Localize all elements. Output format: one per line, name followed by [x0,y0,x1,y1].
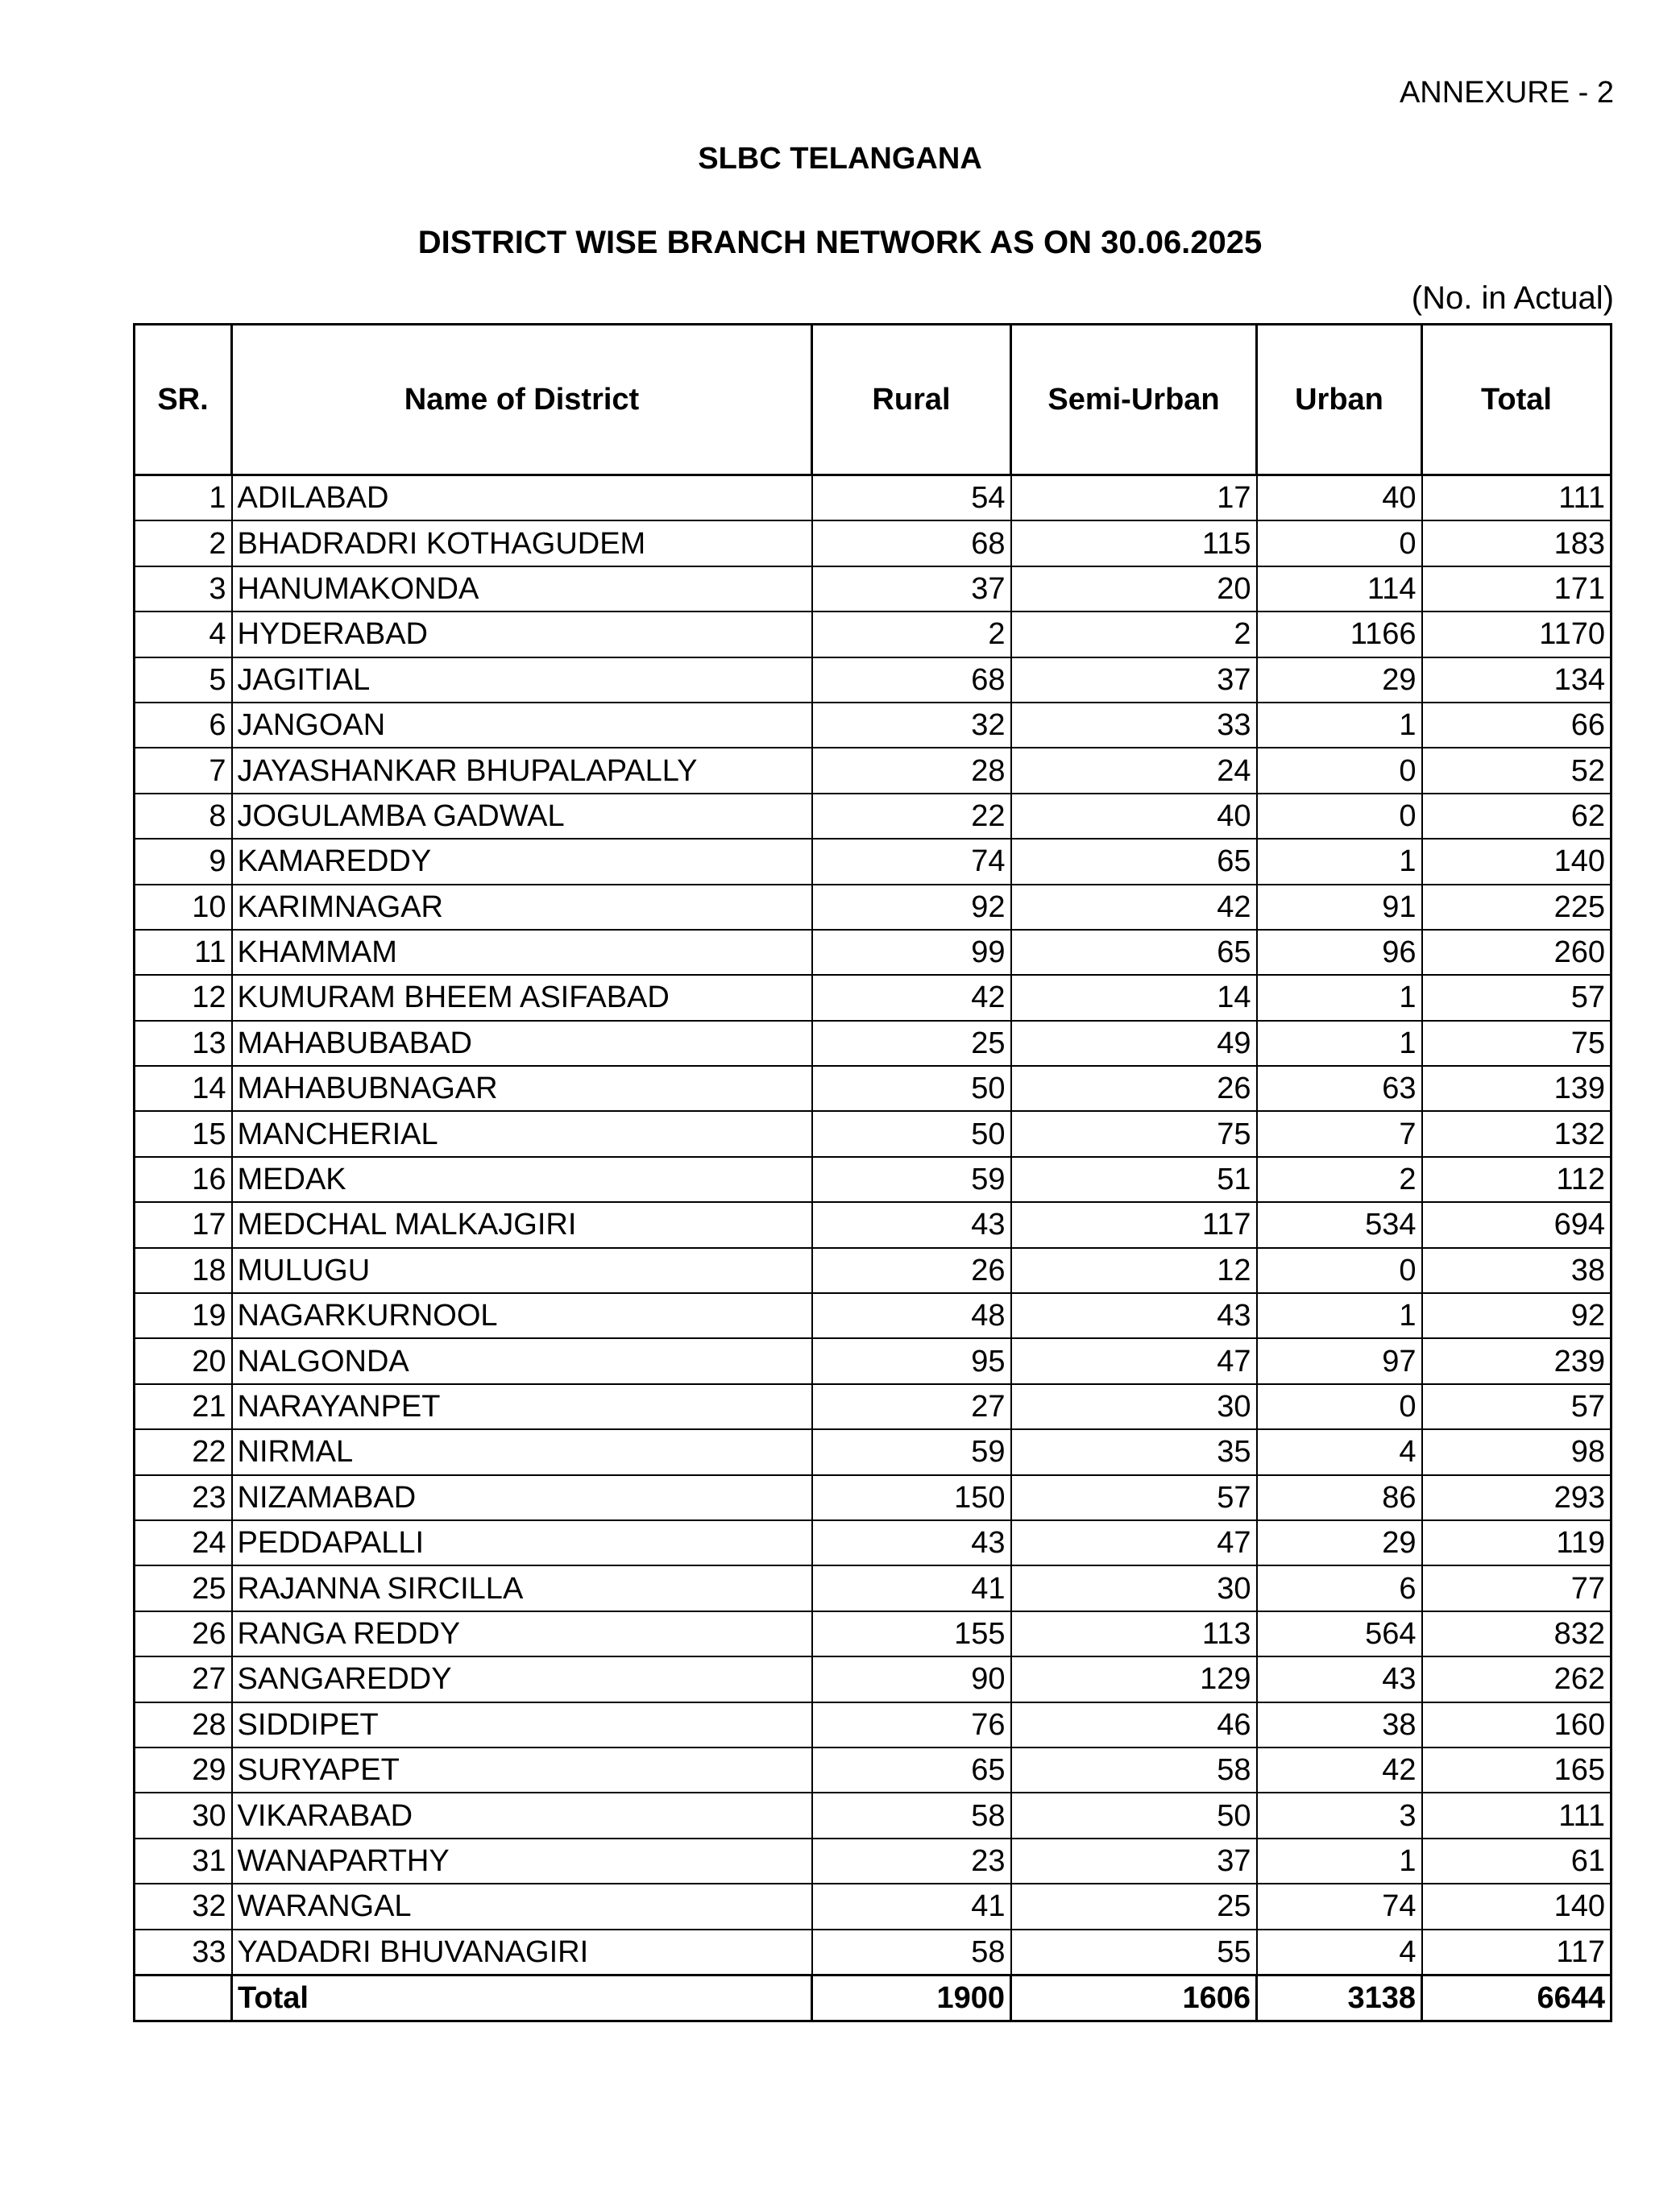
urban-cell: 1 [1257,1293,1422,1338]
urban-cell: 0 [1257,1248,1422,1293]
branch-network-table [133,323,1612,2022]
table-row [135,1611,1612,1656]
sr-cell: 16 [135,1157,232,1202]
urban-cell: 0 [1257,748,1422,793]
total-cell: 140 [1422,1884,1612,1929]
total-cell: 832 [1422,1611,1612,1656]
total-cell: 92 [1422,1293,1612,1338]
table-row [135,1384,1612,1429]
semi-urban-cell: 129 [1011,1656,1257,1702]
total-cell: 57 [1422,1384,1612,1429]
total-cell: 260 [1422,930,1612,975]
total-cell: 111 [1422,475,1612,521]
rural-cell: 43 [812,1520,1011,1565]
urban-cell: 4 [1257,1930,1422,1975]
district-name-cell: NIZAMABAD [232,1475,812,1520]
sr-cell: 12 [135,975,232,1020]
total-cell: 112 [1422,1157,1612,1202]
table-row [135,1248,1612,1293]
table-row [135,703,1612,748]
district-name-cell: SIDDIPET [232,1702,812,1747]
urban-cell: 564 [1257,1611,1422,1656]
total-cell: 262 [1422,1656,1612,1702]
semi-urban-cell: 75 [1011,1111,1257,1156]
rural-cell: 48 [812,1293,1011,1338]
total-cell: 165 [1422,1747,1612,1793]
rural-cell: 155 [812,1611,1011,1656]
district-name-cell: JAYASHANKAR BHUPALAPALLY [232,748,812,793]
column-header-urban: Urban [1257,325,1422,475]
rural-cell: 65 [812,1747,1011,1793]
rural-cell: 99 [812,930,1011,975]
urban-cell: 91 [1257,885,1422,930]
sr-cell: 13 [135,1021,232,1066]
sr-cell: 14 [135,1066,232,1111]
table-row [135,975,1612,1020]
sr-cell: 6 [135,703,232,748]
urban-cell: 1 [1257,1839,1422,1884]
semi-urban-cell: 2 [1011,612,1257,657]
semi-urban-cell: 12 [1011,1248,1257,1293]
semi-urban-cell: 51 [1011,1157,1257,1202]
total-cell: 139 [1422,1066,1612,1111]
district-name-cell: RANGA REDDY [232,1611,812,1656]
district-name-cell: MEDCHAL MALKAJGIRI [232,1202,812,1247]
rural-cell: 22 [812,794,1011,839]
total-cell: 117 [1422,1930,1612,1975]
rural-cell: 95 [812,1338,1011,1383]
sr-cell: 10 [135,885,232,930]
sr-cell: 27 [135,1656,232,1702]
total-cell: 239 [1422,1338,1612,1383]
semi-urban-cell: 37 [1011,1839,1257,1884]
district-name-cell: NAGARKURNOOL [232,1293,812,1338]
total-row [135,1975,1612,2021]
total-cell: 75 [1422,1021,1612,1066]
page-title: DISTRICT WISE BRANCH NETWORK AS ON 30.06.2025 [417,225,1263,260]
table-row [135,1475,1612,1520]
total-cell: 98 [1422,1429,1612,1474]
district-name-cell: ADILABAD [232,475,812,521]
district-name-cell: MULUGU [232,1248,812,1293]
district-name-cell: HANUMAKONDA [232,566,812,612]
district-name-cell: MAHABUBNAGAR [232,1066,812,1111]
district-name-cell: JAGITIAL [232,657,812,703]
urban-cell: 1 [1257,839,1422,884]
district-name-cell: WANAPARTHY [232,1839,812,1884]
sr-cell: 29 [135,1747,232,1793]
total-cell: 140 [1422,839,1612,884]
semi-urban-cell: 43 [1011,1293,1257,1338]
table-row [135,1111,1612,1156]
total-cell: 183 [1422,520,1612,566]
total-cell: 52 [1422,748,1612,793]
urban-cell: 1166 [1257,612,1422,657]
semi-urban-cell: 115 [1011,520,1257,566]
semi-urban-cell: 42 [1011,885,1257,930]
urban-cell: 1 [1257,1021,1422,1066]
organization-title: SLBC TELANGANA [698,142,982,176]
table-row [135,1520,1612,1565]
urban-cell: 43 [1257,1656,1422,1702]
semi-urban-cell: 40 [1011,794,1257,839]
urban-cell: 0 [1257,794,1422,839]
total-cell: 119 [1422,1520,1612,1565]
table-row [135,566,1612,612]
sr-cell: 8 [135,794,232,839]
semi-urban-cell: 20 [1011,566,1257,612]
district-name-cell: BHADRADRI KOTHAGUDEM [232,520,812,566]
rural-cell: 28 [812,748,1011,793]
rural-cell: 68 [812,520,1011,566]
urban-cell: 63 [1257,1066,1422,1111]
sr-cell: 22 [135,1429,232,1474]
sr-cell: 3 [135,566,232,612]
total-urban-cell: 3138 [1257,1975,1422,2021]
rural-cell: 150 [812,1475,1011,1520]
rural-cell: 23 [812,1839,1011,1884]
sr-cell: 33 [135,1930,232,1975]
urban-cell: 42 [1257,1747,1422,1793]
semi-urban-cell: 113 [1011,1611,1257,1656]
urban-cell: 1 [1257,703,1422,748]
total-cell: 225 [1422,885,1612,930]
rural-cell: 42 [812,975,1011,1020]
total-cell: 77 [1422,1565,1612,1611]
district-name-cell: HYDERABAD [232,612,812,657]
total-cell: 134 [1422,657,1612,703]
district-name-cell: SURYAPET [232,1747,812,1793]
district-name-cell: KAMAREDDY [232,839,812,884]
urban-cell: 1 [1257,975,1422,1020]
rural-cell: 41 [812,1565,1011,1611]
urban-cell: 0 [1257,1384,1422,1429]
urban-cell: 7 [1257,1111,1422,1156]
sr-cell: 4 [135,612,232,657]
urban-cell: 3 [1257,1793,1422,1838]
total-cell: 293 [1422,1475,1612,1520]
semi-urban-cell: 65 [1011,930,1257,975]
district-name-cell: KARIMNAGAR [232,885,812,930]
table-row [135,839,1612,884]
total-cell: 66 [1422,703,1612,748]
table-row [135,748,1612,793]
sr-cell: 21 [135,1384,232,1429]
district-name-cell: KUMURAM BHEEM ASIFABAD [232,975,812,1020]
sr-cell: 26 [135,1611,232,1656]
total-cell: 132 [1422,1111,1612,1156]
table-row [135,612,1612,657]
column-header-semi-urban: Semi-Urban [1011,325,1257,475]
table-row [135,1839,1612,1884]
rural-cell: 58 [812,1793,1011,1838]
urban-cell: 114 [1257,566,1422,612]
table-row [135,1202,1612,1247]
sr-cell: 23 [135,1475,232,1520]
semi-urban-cell: 58 [1011,1747,1257,1793]
semi-urban-cell: 30 [1011,1384,1257,1429]
rural-cell: 58 [812,1930,1011,1975]
annexure-label: ANNEXURE - 2 [1399,76,1614,110]
semi-urban-cell: 50 [1011,1793,1257,1838]
sr-cell: 7 [135,748,232,793]
urban-cell: 40 [1257,475,1422,521]
district-name-cell: NARAYANPET [232,1384,812,1429]
table-row [135,1021,1612,1066]
sr-cell: 32 [135,1884,232,1929]
column-header-sr: SR. [135,325,232,475]
rural-cell: 32 [812,703,1011,748]
rural-cell: 43 [812,1202,1011,1247]
rural-cell: 90 [812,1656,1011,1702]
rural-cell: 76 [812,1702,1011,1747]
urban-cell: 74 [1257,1884,1422,1929]
total-cell: 62 [1422,794,1612,839]
district-name-cell: PEDDAPALLI [232,1520,812,1565]
sr-cell: 15 [135,1111,232,1156]
district-name-cell: VIKARABAD [232,1793,812,1838]
rural-cell: 68 [812,657,1011,703]
sr-cell: 30 [135,1793,232,1838]
total-cell: 111 [1422,1793,1612,1838]
semi-urban-cell: 55 [1011,1930,1257,1975]
table-row [135,1884,1612,1929]
total-cell: 694 [1422,1202,1612,1247]
rural-cell: 92 [812,885,1011,930]
district-name-cell: SANGAREDDY [232,1656,812,1702]
table-row [135,794,1612,839]
total-cell: 160 [1422,1702,1612,1747]
total-cell: 1170 [1422,612,1612,657]
table-row [135,1565,1612,1611]
table-row [135,475,1612,521]
table-row [135,520,1612,566]
table-row [135,1702,1612,1747]
urban-cell: 29 [1257,1520,1422,1565]
semi-urban-cell: 26 [1011,1066,1257,1111]
semi-urban-cell: 33 [1011,703,1257,748]
total-label-cell: Total [232,1975,812,2021]
rural-cell: 59 [812,1429,1011,1474]
semi-urban-cell: 57 [1011,1475,1257,1520]
sr-cell: 1 [135,475,232,521]
district-name-cell: NALGONDA [232,1338,812,1383]
sr-cell: 24 [135,1520,232,1565]
sr-cell: 17 [135,1202,232,1247]
district-name-cell: RAJANNA SIRCILLA [232,1565,812,1611]
table-row [135,1793,1612,1838]
column-header-district: Name of District [232,325,812,475]
rural-cell: 25 [812,1021,1011,1066]
table-row [135,1157,1612,1202]
semi-urban-cell: 30 [1011,1565,1257,1611]
sr-cell: 31 [135,1839,232,1884]
semi-urban-cell: 117 [1011,1202,1257,1247]
sr-cell: 11 [135,930,232,975]
table-row [135,1338,1612,1383]
rural-cell: 37 [812,566,1011,612]
semi-urban-cell: 25 [1011,1884,1257,1929]
rural-cell: 27 [812,1384,1011,1429]
table-row [135,1066,1612,1111]
district-name-cell: JANGOAN [232,703,812,748]
rural-cell: 54 [812,475,1011,521]
urban-cell: 2 [1257,1157,1422,1202]
total-cell: 57 [1422,975,1612,1020]
unit-note: (No. in Actual) [1411,280,1614,316]
district-name-cell: MANCHERIAL [232,1111,812,1156]
rural-cell: 59 [812,1157,1011,1202]
table-row [135,885,1612,930]
column-header-total: Total [1422,325,1612,475]
district-name-cell: WARANGAL [232,1884,812,1929]
sr-cell: 5 [135,657,232,703]
semi-urban-cell: 17 [1011,475,1257,521]
urban-cell: 96 [1257,930,1422,975]
semi-urban-cell: 49 [1011,1021,1257,1066]
total-cell: 38 [1422,1248,1612,1293]
rural-cell: 50 [812,1066,1011,1111]
urban-cell: 97 [1257,1338,1422,1383]
rural-cell: 41 [812,1884,1011,1929]
rural-cell: 50 [812,1111,1011,1156]
total-cell: 171 [1422,566,1612,612]
total-total-cell: 6644 [1422,1975,1612,2021]
total-rural-cell: 1900 [812,1975,1011,2021]
district-name-cell: MEDAK [232,1157,812,1202]
total-sr-cell [135,1975,232,2021]
sr-cell: 18 [135,1248,232,1293]
semi-urban-cell: 65 [1011,839,1257,884]
semi-urban-cell: 24 [1011,748,1257,793]
urban-cell: 29 [1257,657,1422,703]
table-row [135,1429,1612,1474]
column-header-rural: Rural [812,325,1011,475]
sr-cell: 19 [135,1293,232,1338]
semi-urban-cell: 37 [1011,657,1257,703]
table-row [135,1656,1612,1702]
rural-cell: 74 [812,839,1011,884]
table-header-row [135,325,1612,475]
district-name-cell: NIRMAL [232,1429,812,1474]
district-name-cell: KHAMMAM [232,930,812,975]
rural-cell: 26 [812,1248,1011,1293]
semi-urban-cell: 14 [1011,975,1257,1020]
urban-cell: 0 [1257,520,1422,566]
urban-cell: 38 [1257,1702,1422,1747]
urban-cell: 86 [1257,1475,1422,1520]
urban-cell: 4 [1257,1429,1422,1474]
sr-cell: 28 [135,1702,232,1747]
semi-urban-cell: 47 [1011,1338,1257,1383]
total-semi-urban-cell: 1606 [1011,1975,1257,2021]
semi-urban-cell: 47 [1011,1520,1257,1565]
district-name-cell: YADADRI BHUVANAGIRI [232,1930,812,1975]
table-row [135,1747,1612,1793]
sr-cell: 20 [135,1338,232,1383]
semi-urban-cell: 46 [1011,1702,1257,1747]
total-cell: 61 [1422,1839,1612,1884]
district-name-cell: MAHABUBABAD [232,1021,812,1066]
district-name-cell: JOGULAMBA GADWAL [232,794,812,839]
table-row [135,1293,1612,1338]
urban-cell: 534 [1257,1202,1422,1247]
sr-cell: 9 [135,839,232,884]
sr-cell: 2 [135,520,232,566]
sr-cell: 25 [135,1565,232,1611]
urban-cell: 6 [1257,1565,1422,1611]
table-row [135,1930,1612,1975]
table-row [135,657,1612,703]
semi-urban-cell: 35 [1011,1429,1257,1474]
rural-cell: 2 [812,612,1011,657]
table-row [135,930,1612,975]
